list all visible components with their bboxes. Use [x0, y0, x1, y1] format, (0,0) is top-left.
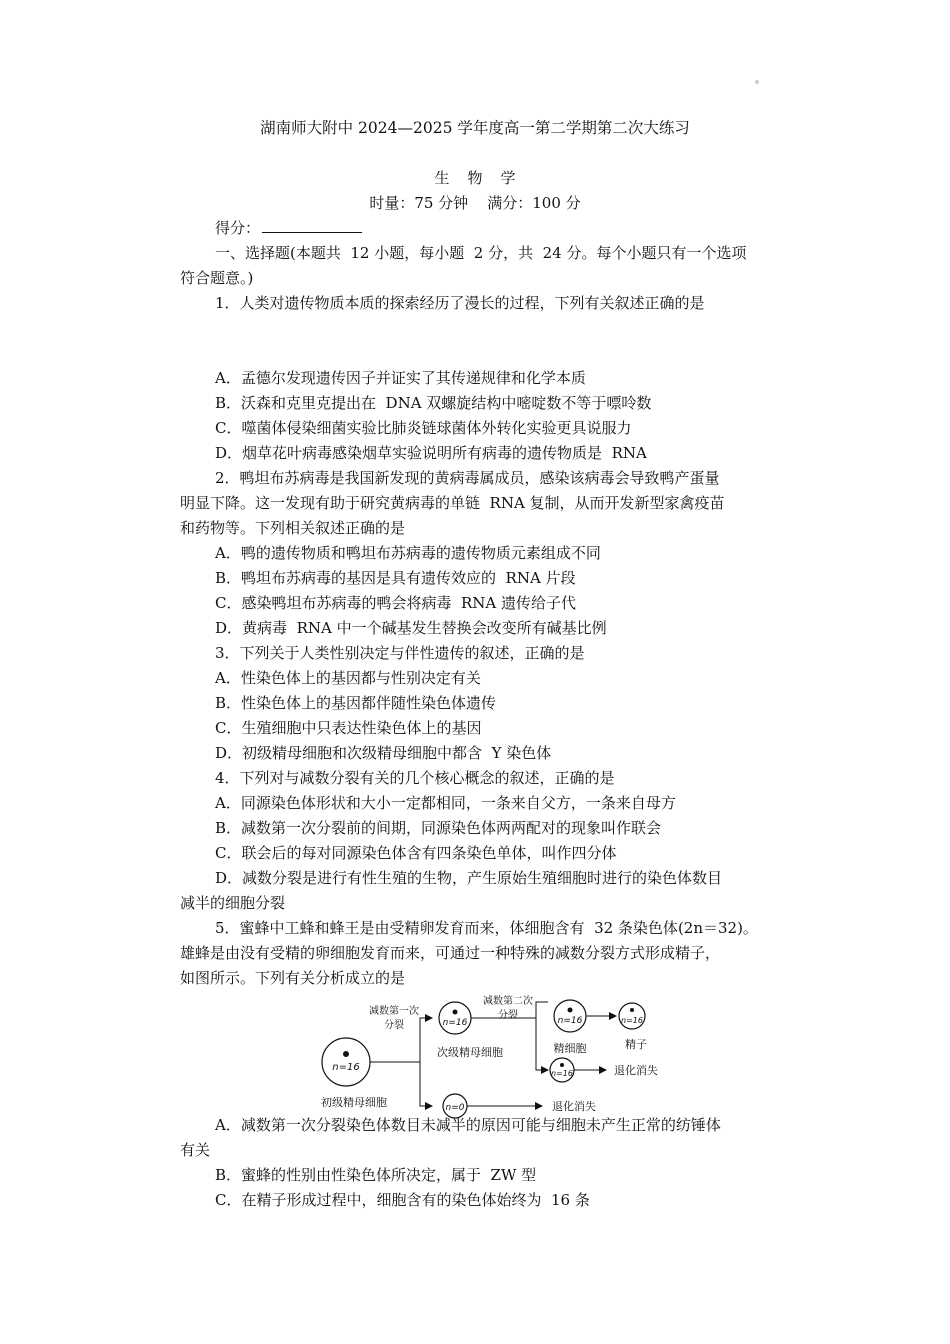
exam-title: 湖南师大附中 2024—2025 学年度高一第二学期第二次大练习	[260, 119, 690, 137]
question-1-option-c: C．噬菌体侵染细菌实验比肺炎链球菌体外转化实验更具说服力	[215, 419, 632, 437]
sperm-label: 精子	[625, 1038, 647, 1051]
question-4-option-a: A．同源染色体形状和大小一定都相同，一条来自父方，一条来自母方	[215, 794, 676, 812]
question-1-stem: 1．人类对遗传物质本质的探索经历了漫长的过程，下列有关叙述正确的是	[215, 294, 705, 312]
question-2-option-a: A．鸭的遗传物质和鸭坦布苏病毒的遗传物质元素组成不同	[215, 544, 601, 562]
spermatid-n-label: n=16	[557, 1016, 583, 1026]
secondary-n-label: n=16	[442, 1018, 468, 1028]
zero-n-label: n=0	[445, 1103, 465, 1113]
score-blank	[262, 218, 362, 233]
question-4-option-d-cont: 减半的细胞分裂	[180, 894, 286, 912]
question-5-stem-line2: 雄蜂是由没有受精的卵细胞发育而来，可通过一种特殊的减数分裂方式形成精子，	[180, 944, 721, 962]
subject-heading	[0, 168, 950, 188]
sperm-n-label: n=16	[621, 1016, 643, 1025]
question-3-stem: 3．下列关于人类性别决定与伴性遗传的叙述，正确的是	[215, 644, 585, 662]
degenerate-label-2: 退化消失	[614, 1064, 658, 1077]
question-5-option-b: B．蜜蜂的性别由性染色体所决定，属于 ZW 型	[215, 1166, 537, 1184]
question-2-option-b: B．鸭坦布苏病毒的基因是具有遗传效应的 RNA 片段	[215, 569, 576, 587]
question-2-stem-line1: 2．鸭坦布苏病毒是我国新发现的黄病毒属成员，感染该病毒会导致鸭产蛋量	[215, 469, 720, 487]
primary-spermatocyte-label: 初级精母细胞	[321, 1096, 387, 1109]
scan-speck	[755, 80, 759, 84]
question-5-stem-line1: 5．蜜蜂中工蜂和蜂王是由受精卵发育而来，体细胞含有 32 条染色体(2n＝32)。	[215, 919, 758, 937]
time-info: 时量：75 分钟 满分：100 分	[369, 194, 581, 212]
primary-nucleus-dot	[343, 1051, 349, 1057]
question-4-option-c: C．联会后的每对同源染色体含有四条染色单体，叫作四分体	[215, 844, 617, 862]
question-2-option-d: D．黄病毒 RNA 中一个碱基发生替换会改变所有碱基比例	[215, 619, 607, 637]
question-1-option-d: D．烟草花叶病毒感染烟草实验说明所有病毒的遗传物质是 RNA	[215, 444, 647, 462]
section-instruction-line2: 符合题意。)	[180, 269, 254, 287]
arrow-to-zero-cell	[420, 1062, 432, 1106]
question-3-option-b: B．性染色体上的基因都伴随性染色体遗传	[215, 694, 497, 712]
question-4-option-b: B．减数第一次分裂前的间期，同源染色体两两配对的现象叫作联会	[215, 819, 662, 837]
sperm-nucleus-dot	[630, 1008, 634, 1012]
question-3-option-a: A．性染色体上的基因都与性别决定有关	[215, 669, 481, 687]
question-2-stem-line2: 明显下降。这一发现有助于研究黄病毒的单链 RNA 复制，从而开发新型家禽疫苗	[180, 494, 725, 512]
question-3-option-d: D．初级精母细胞和次级精母细胞中都含 Y 染色体	[215, 744, 552, 762]
section-instruction-line1: 一、选择题(本题共 12 小题，每小题 2 分，共 24 分。每个小题只有一个选项	[215, 244, 747, 262]
primary-n-label: n=16	[332, 1062, 360, 1073]
score-row	[215, 218, 362, 238]
question-1-option-b: B．沃森和克里克提出在 DNA 双螺旋结构中嘧啶数不等于嘌呤数	[215, 394, 652, 412]
meiosis-2-label-line2: 分裂	[498, 1010, 518, 1021]
small-nucleus-dot	[560, 1063, 564, 1067]
arrow-to-small-cell	[536, 1018, 548, 1070]
secondary-nucleus-dot	[453, 1010, 458, 1015]
score-label: 得分：	[215, 219, 261, 237]
question-3-option-c: C．生殖细胞中只表达性染色体上的基因	[215, 719, 482, 737]
subject-text: 生物学	[434, 169, 534, 187]
question-5-option-a: A．减数第一次分裂染色体数目未减半的原因可能与细胞未产生正常的纺锤体	[215, 1116, 721, 1134]
question-5-stem-line3: 如图所示。下列有关分析成立的是	[180, 969, 406, 987]
question-4-stem: 4．下列对与减数分裂有关的几个核心概念的叙述，正确的是	[215, 769, 615, 787]
small-n-label: n=16	[551, 1069, 573, 1078]
meiosis-2-label-line1: 减数第二次	[483, 996, 533, 1007]
spermatid-label: 精细胞	[553, 1042, 587, 1055]
question-2-option-c: C．感染鸭坦布苏病毒的鸭会将病毒 RNA 遗传给子代	[215, 594, 577, 612]
meiosis-1-label-line1: 减数第一次	[369, 1006, 419, 1017]
degenerate-label-1: 退化消失	[552, 1100, 596, 1113]
question-4-option-d: D．减数分裂是进行有性生殖的生物，产生原始生殖细胞时进行的染色体数目	[215, 869, 723, 887]
question-2-stem-line3: 和药物等。下列相关叙述正确的是	[180, 519, 406, 537]
question-5-option-a-cont: 有关	[180, 1141, 211, 1159]
secondary-spermatocyte-label: 次级精母细胞	[437, 1046, 503, 1059]
question-1-option-a: A．孟德尔发现遗传因子并证实了其传递规律和化学本质	[215, 369, 586, 387]
meiosis-1-label-line2: 分裂	[384, 1020, 404, 1031]
spermatid-nucleus-dot	[568, 1008, 573, 1013]
question-5-option-c: C．在精子形成过程中，细胞含有的染色体始终为 16 条	[215, 1191, 590, 1209]
